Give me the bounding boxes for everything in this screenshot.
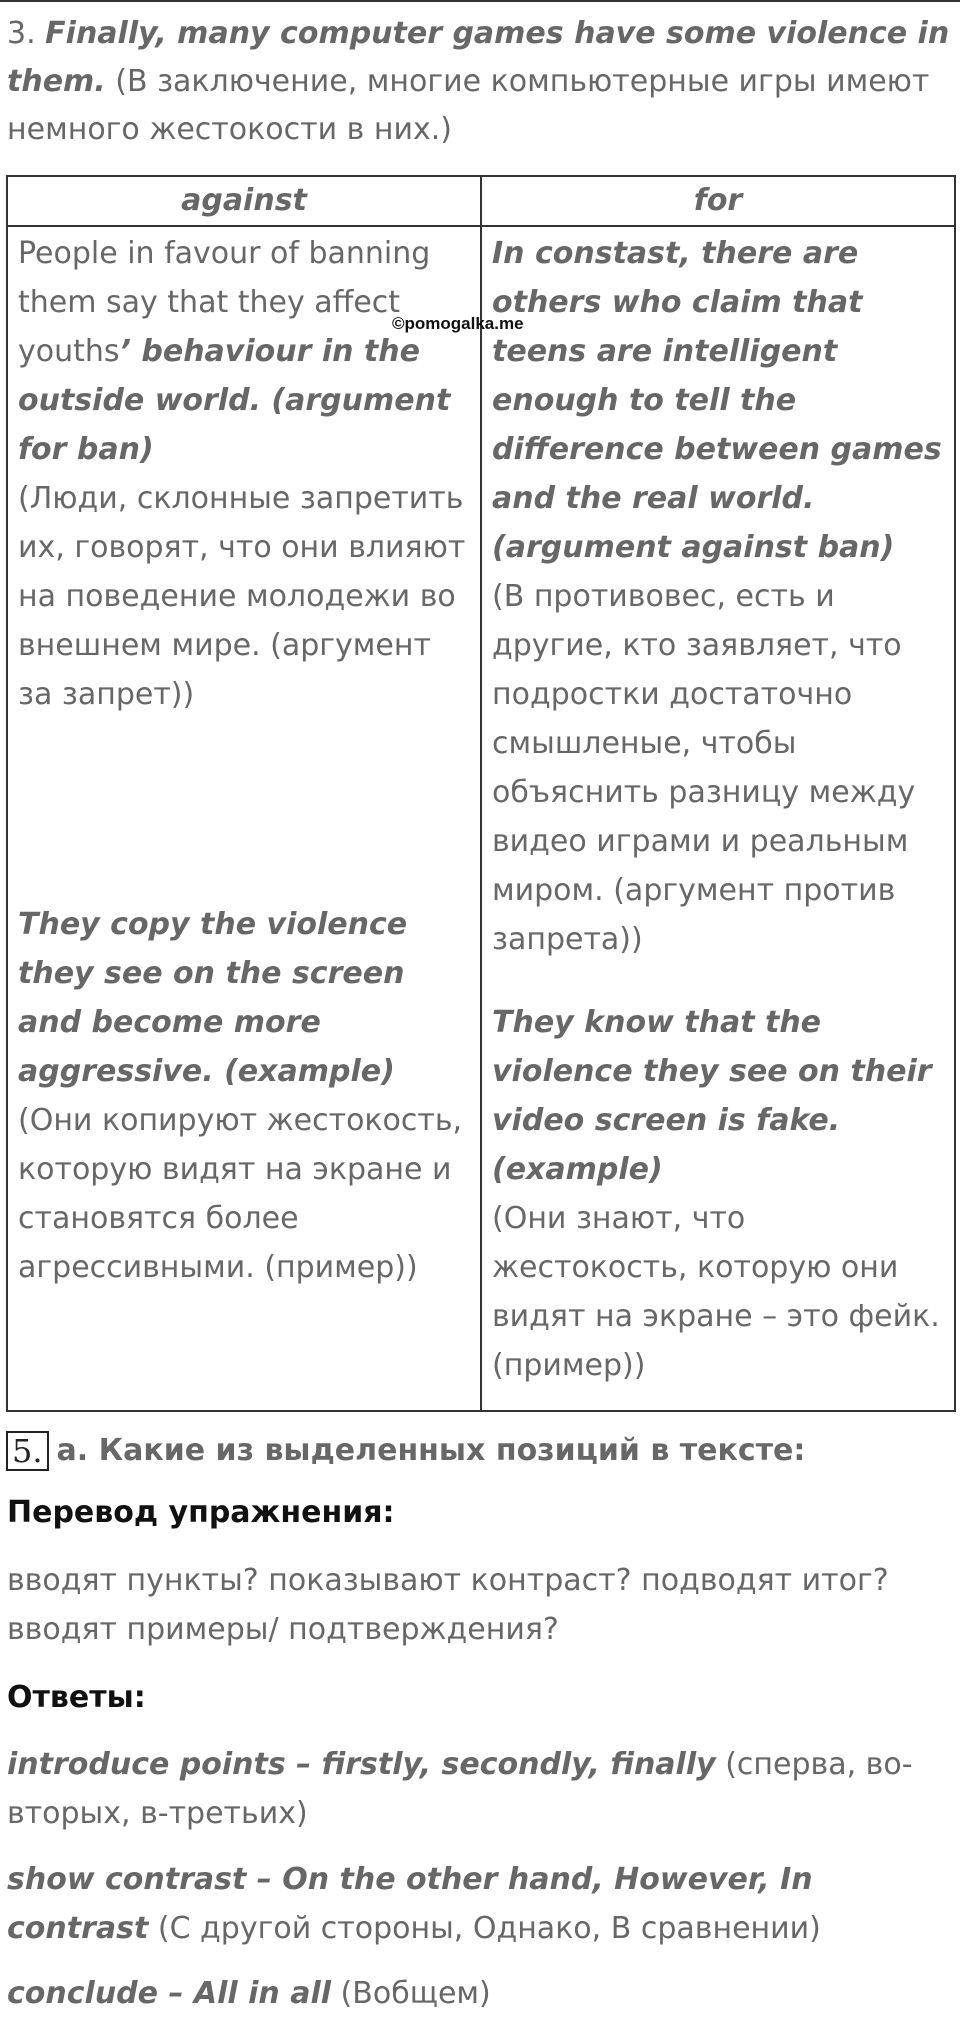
answer-translation: (Вобщем)	[331, 1976, 491, 2011]
table-header-row	[7, 176, 955, 226]
against-argument-bold: ’ behaviour in the outside world. (argument for ban)	[18, 334, 451, 467]
for-example-translation: (Они знают, что жестокость, которую они видят на экране – это фейк. (пример))	[492, 1201, 940, 1383]
watermark: ©pomogalka.me	[392, 314, 524, 333]
item-number: 3.	[7, 16, 36, 51]
answers-heading: Ответы:	[7, 1680, 146, 1715]
exercise-number-box: 5.	[6, 1431, 49, 1471]
section-3-intro	[7, 10, 957, 154]
answer-translation: (С другой стороны, Однако, В сравнении)	[148, 1911, 821, 1946]
header-against: against	[7, 176, 481, 226]
answer-term: conclude – All in all	[7, 1976, 332, 2011]
against-argument	[18, 229, 470, 474]
against-argument-translation: (Люди, склонные запретить их, говорят, что они влияют на поведение молодежи во внешнем мире. (аргумент за запрет))	[18, 481, 466, 712]
cell-against	[7, 226, 481, 1411]
arguments-table	[6, 175, 956, 1412]
top-rule	[0, 0, 960, 2]
exercise-heading	[6, 1430, 805, 1472]
header-for: for	[481, 176, 955, 226]
against-argument-plain: People in favour of banning them say that they affect youths	[18, 236, 431, 369]
answer-term: introduce points – firstly, secondly, finally	[7, 1747, 716, 1782]
cell-for	[481, 226, 955, 1411]
for-example: They know that the violence they see on their video screen is fake. (example)	[492, 1005, 932, 1187]
answer-translation: (сперва, во-вторых, в-третьих)	[7, 1747, 913, 1831]
against-example-translation: (Они копируют жестокость, которую видят на экране и становятся более агрессивными. (пример))	[18, 1103, 463, 1285]
intro-english: Finally, many computer games have some violence in them.	[7, 16, 950, 99]
intro-russian: (В заключение, многие компьютерные игры имеют немного жестокости в них.)	[7, 64, 930, 147]
translation-text: вводят пункты? показывают контраст? подводят итог? вводят примеры/ подтверждения?	[7, 1563, 889, 1647]
answer-item	[7, 1740, 957, 1838]
for-argument: In constast, there are others who claim that teens are intelligent enough to tell the difference between games and the real world. (argument against ban)	[492, 236, 942, 565]
answer-term: show contrast – On the other hand, However, In contrast	[7, 1862, 813, 1946]
translation-heading: Перевод упражнения:	[7, 1495, 395, 1530]
table-row	[7, 226, 955, 1411]
against-example: They copy the violence they see on the screen and become more aggressive. (example)	[18, 907, 408, 1089]
answer-item	[7, 1855, 957, 1953]
exercise-title: a. Какие из выделенных позиций в тексте:	[56, 1433, 806, 1468]
for-argument-translation: (В противовес, есть и другие, кто заявляет, что подростки достаточно смышленые, чтобы объяснить разницу между видео играми и реальным миром. (аргумент против запрета))	[492, 579, 916, 957]
